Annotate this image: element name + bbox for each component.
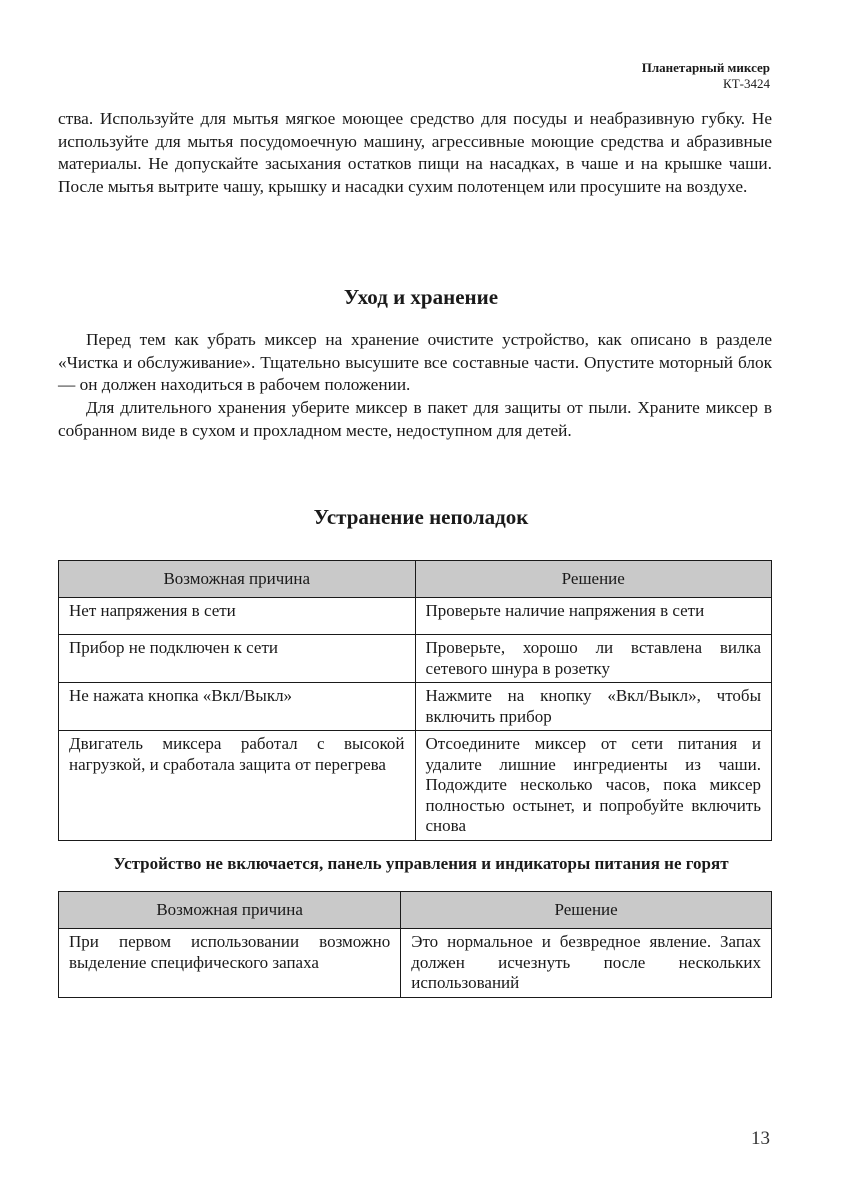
cause-cell: Двигатель миксера работал с высокой нагрузкой, и сработала защита от перегрева [59,731,416,841]
solution-cell: Отсоедините миксер от сети питания и удалите лишние ингредиенты из чаши. Подождите несколько часов, пока миксер полностью остынет, и попробуйте включить снова [415,731,772,841]
table-row [59,731,772,841]
solution-cell: Проверьте наличие напряжения в сети [415,598,772,635]
table-row [59,635,772,683]
header-model-number: КТ-3424 [723,76,770,91]
cause-cell: Прибор не подключен к сети [59,635,416,683]
column-header-solution: Решение [415,561,772,598]
table-row [59,929,772,998]
cause-cell: Не нажата кнопка «Вкл/Выкл» [59,683,416,731]
table-1-caption: Устройство не включается, панель управления и индикаторы питания не горят [113,854,729,873]
column-header-solution: Решение [401,892,772,929]
care-section-title: Уход и хранение [343,285,499,309]
troubleshooting-section-title: Устранение неполадок [313,505,529,529]
solution-cell: Нажмите на кнопку «Вкл/Выкл», чтобы включить прибор [415,683,772,731]
page-number: 13 [751,1128,770,1149]
table-header-row [59,561,772,598]
table-header-row [59,892,772,929]
care-paragraph-2: Для длительного хранения уберите миксер в пакет для защиты от пыли. Храните миксер в собранном виде в сухом и прохладном месте, недоступном для детей. [58,398,772,440]
intro-paragraph: ства. Используйте для мытья мягкое моющее средство для посуды и неабразивную губку. Не используйте для мытья посудомоечную машину, агрессивные моющие средства и абразивные материалы. Не допускайте засыхания остатков пищи на насадках, в чаше и на крышке чаши. После мытья вытрите чашу, крышку и насадки сухим полотенцем или просушите на воздухе. [58,109,772,196]
troubleshooting-table-1 [58,560,772,841]
column-header-cause: Возможная причина [59,561,416,598]
page-header [642,60,770,92]
care-paragraph-1: Перед тем как убрать миксер на хранение очистите устройство, как описано в разделе «Чистка и обслуживание». Тщательно высушите все составные части. Опустите моторный блок — он должен находиться в рабочем положении. [58,330,772,394]
cause-cell: Нет напряжения в сети [59,598,416,635]
column-header-cause: Возможная причина [59,892,401,929]
table-row [59,683,772,731]
troubleshooting-table-2 [58,891,772,998]
table-row [59,598,772,635]
cause-cell: При первом использовании возможно выделение специфического запаха [59,929,401,998]
solution-cell: Это нормальное и безвредное явление. Запах должен исчезнуть после нескольких использований [401,929,772,998]
solution-cell: Проверьте, хорошо ли вставлена вилка сетевого шнура в розетку [415,635,772,683]
header-product-title: Планетарный миксер [641,60,770,75]
